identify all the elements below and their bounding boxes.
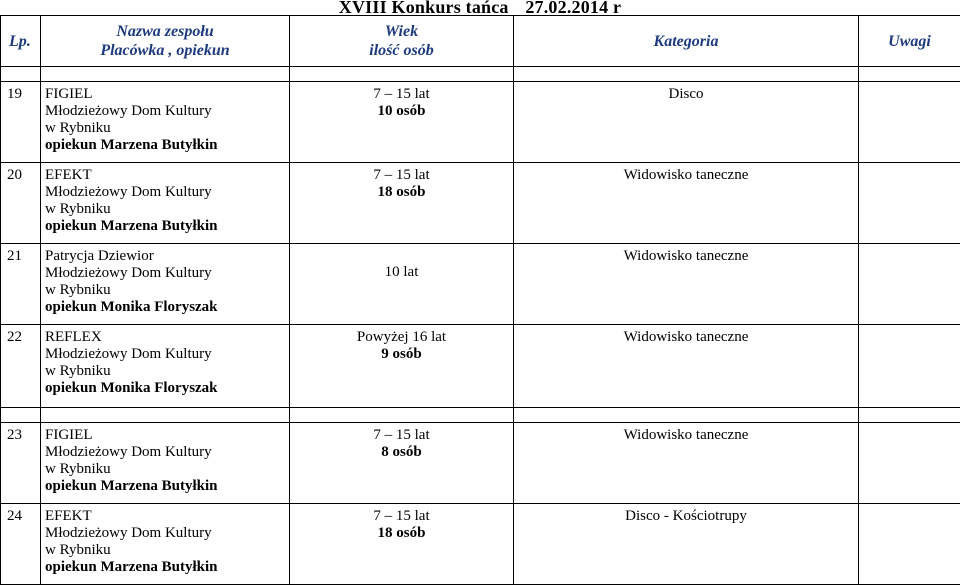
- ensemble-city: w Rybniku: [45, 282, 289, 299]
- row-lp: 19: [1, 82, 41, 163]
- row-age: [290, 163, 514, 244]
- ensemble-institution: Młodzieżowy Dom Kultury: [45, 184, 289, 201]
- spacer-row: [1, 67, 960, 82]
- header-age-line2: ilość osób: [290, 41, 513, 60]
- row-notes: [859, 325, 960, 408]
- row-category: Disco - Kościotrupy: [514, 504, 859, 585]
- title-text: XVIII Konkurs tańca: [339, 0, 509, 17]
- row-category: Widowisko taneczne: [514, 244, 859, 325]
- person-count: 10 osób: [290, 103, 513, 120]
- ensemble-institution: Młodzieżowy Dom Kultury: [45, 346, 289, 363]
- table-row: [1, 244, 960, 325]
- title-date: 27.02.2014 r: [525, 0, 621, 17]
- row-category: Widowisko taneczne: [514, 163, 859, 244]
- competition-table: [0, 15, 960, 585]
- table-header-row: [1, 16, 960, 67]
- row-lp: 23: [1, 423, 41, 504]
- age-range: 7 – 15 lat: [290, 86, 513, 103]
- ensemble-guardian: opiekun Marzena Butyłkin: [45, 218, 289, 235]
- ensemble-guardian: opiekun Monika Floryszak: [45, 380, 289, 397]
- header-name: [41, 16, 290, 67]
- row-ensemble: [41, 244, 290, 325]
- table-row: [1, 82, 960, 163]
- row-lp: 24: [1, 504, 41, 585]
- header-name-line2: Placówka , opiekun: [41, 41, 289, 60]
- table-row: [1, 504, 960, 585]
- row-ensemble: [41, 423, 290, 504]
- person-count: 18 osób: [290, 184, 513, 201]
- header-notes: Uwagi: [859, 16, 960, 67]
- row-notes: [859, 504, 960, 585]
- ensemble-institution: Młodzieżowy Dom Kultury: [45, 444, 289, 461]
- row-notes: [859, 163, 960, 244]
- row-lp: 22: [1, 325, 41, 408]
- ensemble-city: w Rybniku: [45, 363, 289, 380]
- ensemble-guardian: opiekun Marzena Butyłkin: [45, 137, 289, 154]
- ensemble-name: EFEKT: [45, 167, 289, 184]
- row-age: [290, 244, 514, 325]
- row-category: Disco: [514, 82, 859, 163]
- ensemble-guardian: opiekun Marzena Butyłkin: [45, 559, 289, 576]
- row-lp: 21: [1, 244, 41, 325]
- row-lp: 20: [1, 163, 41, 244]
- ensemble-name: REFLEX: [45, 329, 289, 346]
- row-category: Widowisko taneczne: [514, 325, 859, 408]
- ensemble-guardian: opiekun Monika Floryszak: [45, 299, 289, 316]
- ensemble-name: FIGIEL: [45, 86, 289, 103]
- person-count: 8 osób: [290, 444, 513, 461]
- header-age-line1: Wiek: [290, 22, 513, 41]
- ensemble-city: w Rybniku: [45, 120, 289, 137]
- age-range: 7 – 15 lat: [290, 427, 513, 444]
- ensemble-institution: Młodzieżowy Dom Kultury: [45, 525, 289, 542]
- row-ensemble: [41, 163, 290, 244]
- age-range: 10 lat: [290, 264, 513, 281]
- row-ensemble: [41, 325, 290, 408]
- ensemble-city: w Rybniku: [45, 201, 289, 218]
- table-row: [1, 325, 960, 408]
- row-age: [290, 82, 514, 163]
- row-notes: [859, 423, 960, 504]
- row-ensemble: [41, 82, 290, 163]
- spacer-row: [1, 408, 960, 423]
- header-lp: Lp.: [1, 16, 41, 67]
- age-range: Powyżej 16 lat: [290, 329, 513, 346]
- header-name-line1: Nazwa zespołu: [41, 22, 289, 41]
- row-notes: [859, 244, 960, 325]
- person-count: 18 osób: [290, 525, 513, 542]
- row-notes: [859, 82, 960, 163]
- ensemble-name: EFEKT: [45, 508, 289, 525]
- ensemble-guardian: opiekun Marzena Butyłkin: [45, 478, 289, 495]
- ensemble-institution: Młodzieżowy Dom Kultury: [45, 103, 289, 120]
- age-range: 7 – 15 lat: [290, 167, 513, 184]
- row-age: [290, 504, 514, 585]
- ensemble-city: w Rybniku: [45, 461, 289, 478]
- row-age: [290, 325, 514, 408]
- ensemble-city: w Rybniku: [45, 542, 289, 559]
- age-range: 7 – 15 lat: [290, 508, 513, 525]
- header-age: [290, 16, 514, 67]
- ensemble-institution: Młodzieżowy Dom Kultury: [45, 265, 289, 282]
- person-count: 9 osób: [290, 346, 513, 363]
- row-ensemble: [41, 504, 290, 585]
- table-row: [1, 423, 960, 504]
- ensemble-name: FIGIEL: [45, 427, 289, 444]
- row-category: Widowisko taneczne: [514, 423, 859, 504]
- header-category: Kategoria: [514, 16, 859, 67]
- ensemble-name: Patrycja Dziewior: [45, 248, 289, 265]
- row-age: [290, 423, 514, 504]
- table-row: [1, 163, 960, 244]
